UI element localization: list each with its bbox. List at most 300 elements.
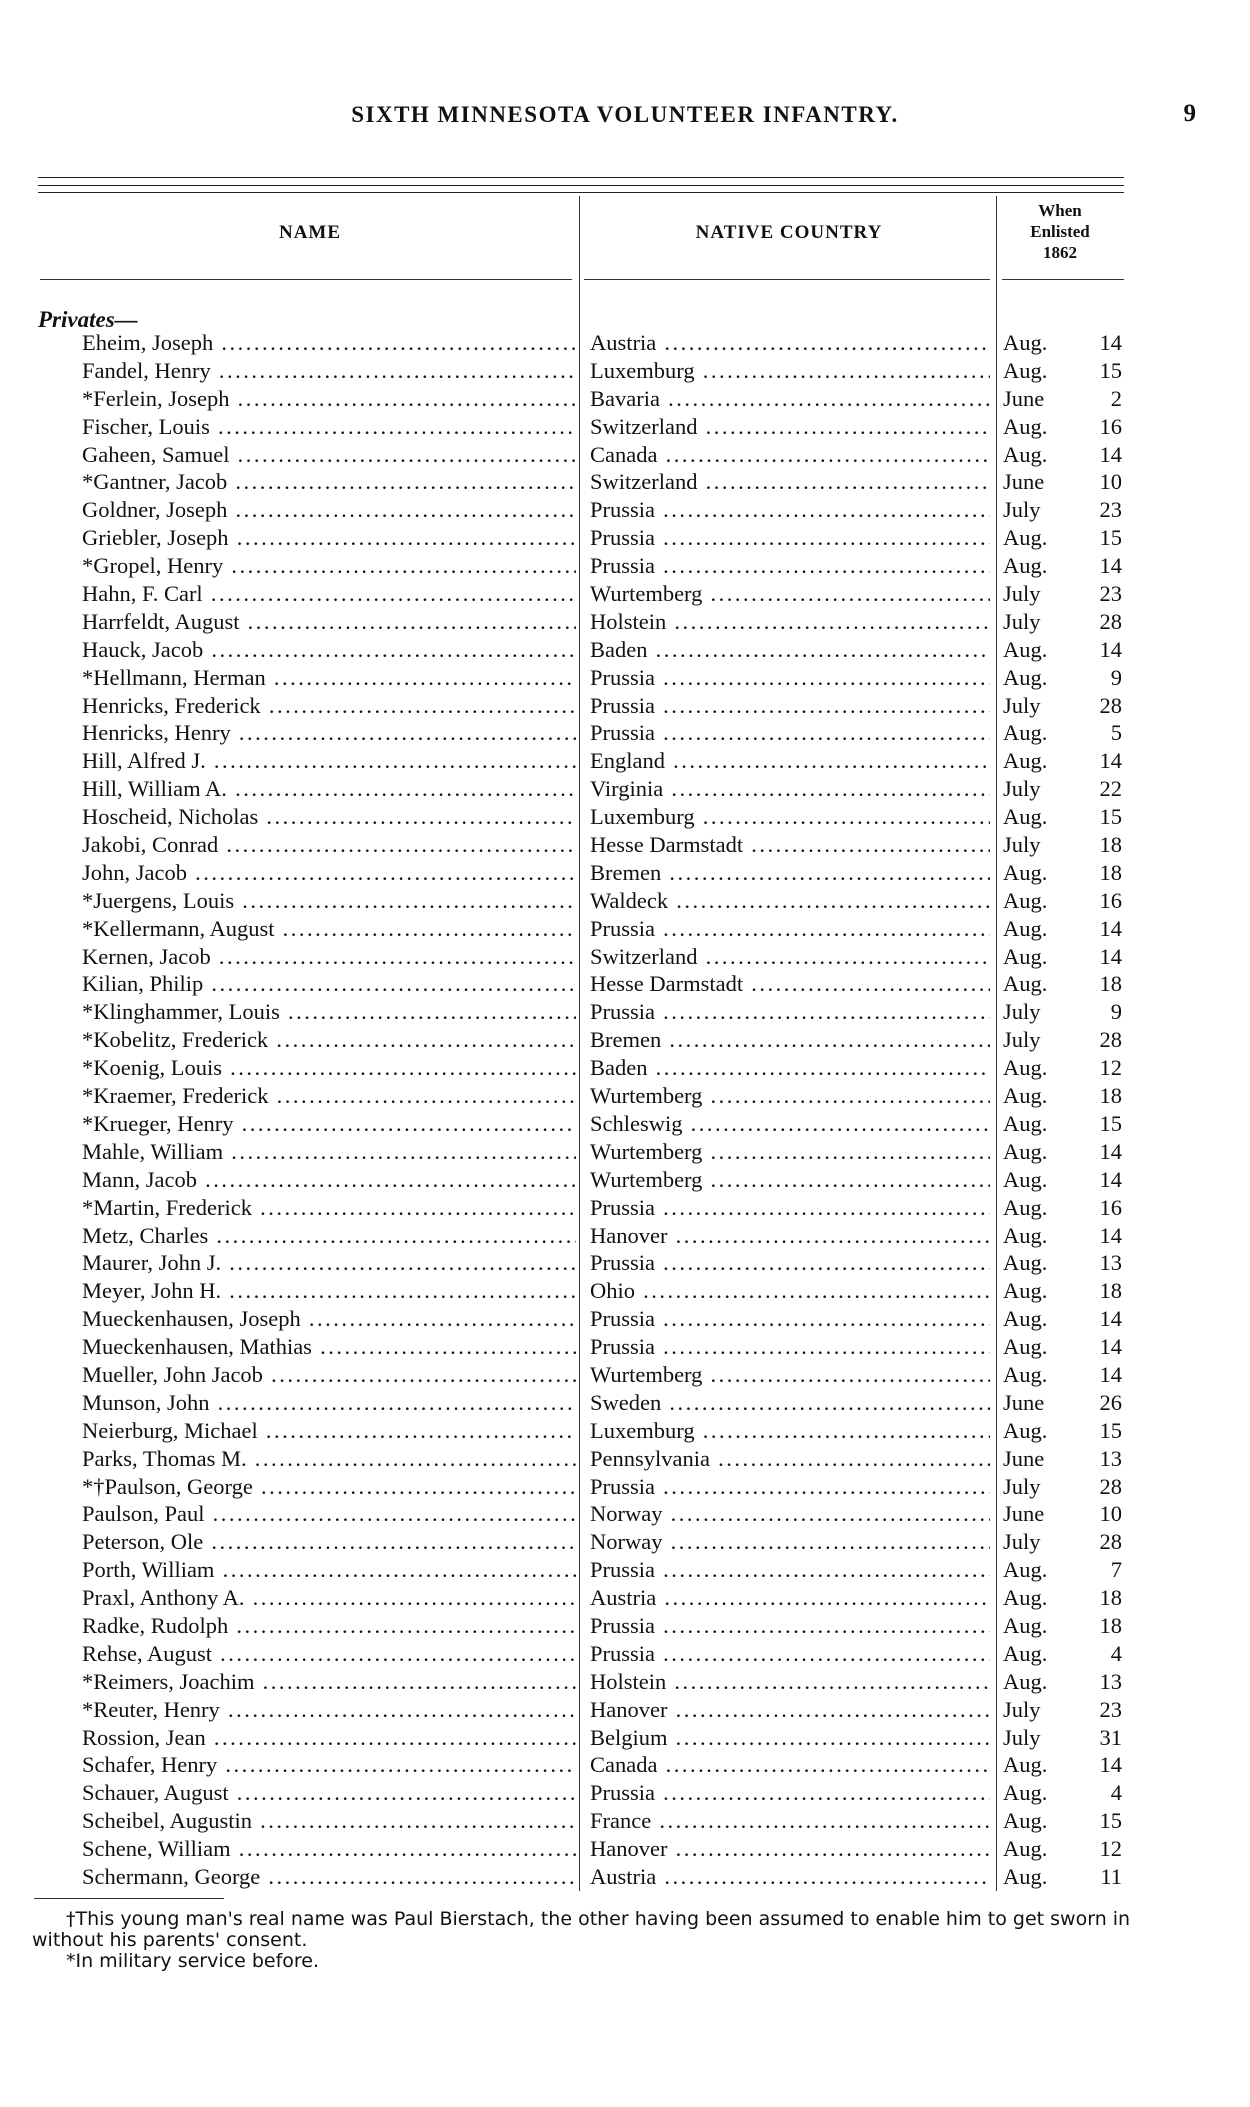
table-row [0, 1138, 1250, 1166]
country-cell: France ..... [590, 1807, 990, 1835]
day-cell: 28 [1099, 1529, 1122, 1555]
month-cell: Aug. [1003, 413, 1048, 439]
header-underline-when [1002, 279, 1124, 280]
day-cell: 14 [1099, 1222, 1122, 1248]
country-cell: Wurtemberg ..... [590, 1082, 990, 1110]
day-cell: 16 [1099, 413, 1122, 439]
country-cell: Prussia ..... [590, 1473, 990, 1501]
table-row [0, 468, 1250, 496]
table-row [0, 1500, 1250, 1528]
day-cell: 15 [1099, 1417, 1122, 1443]
country-cell: Norway ..... [590, 1528, 990, 1556]
table-row [0, 775, 1250, 803]
country-cell: Prussia ..... [590, 692, 990, 720]
month-cell: July [1003, 1473, 1041, 1499]
running-head [40, 102, 1210, 136]
day-cell: 18 [1099, 859, 1122, 885]
table-row [0, 1724, 1250, 1752]
header-when-enlisted [996, 200, 1124, 263]
table-row [0, 441, 1250, 469]
name-cell: Scheibel, Augustin ..... [82, 1807, 576, 1835]
table-row [0, 1333, 1250, 1361]
name-cell: Hoscheid, Nicholas ..... [82, 803, 576, 831]
month-cell: Aug. [1003, 1222, 1048, 1248]
name-cell: Porth, William ..... [82, 1556, 576, 1584]
country-cell: England ..... [590, 747, 990, 775]
country-cell: Austria ..... [590, 1863, 990, 1891]
month-cell: July [1003, 608, 1041, 634]
month-cell: July [1003, 1724, 1041, 1750]
country-cell: Prussia ..... [590, 496, 990, 524]
table-row [0, 1473, 1250, 1501]
table-row [0, 552, 1250, 580]
day-cell: 18 [1099, 1083, 1122, 1109]
month-cell: Aug. [1003, 720, 1048, 746]
country-cell: Prussia ..... [590, 1779, 990, 1807]
country-cell: Ohio ..... [590, 1277, 990, 1305]
day-cell: 14 [1099, 1138, 1122, 1164]
month-cell: Aug. [1003, 1808, 1048, 1834]
day-cell: 14 [1099, 1361, 1122, 1387]
country-cell: Prussia ..... [590, 719, 990, 747]
table-row [0, 1779, 1250, 1807]
month-cell: Aug. [1003, 1752, 1048, 1778]
country-cell: Canada ..... [590, 441, 990, 469]
country-cell: Baden ..... [590, 1054, 990, 1082]
month-cell: Aug. [1003, 1250, 1048, 1276]
day-cell: 9 [1110, 664, 1122, 690]
day-cell: 2 [1110, 385, 1122, 411]
country-cell: Pennsylvania ..... [590, 1445, 990, 1473]
day-cell: 15 [1099, 357, 1122, 383]
table-row [0, 636, 1250, 664]
name-cell: Mueller, John Jacob ..... [82, 1361, 576, 1389]
month-cell: June [1003, 1389, 1045, 1415]
header-native-country: NATIVE COUNTRY [695, 222, 883, 243]
day-cell: 10 [1099, 469, 1122, 495]
day-cell: 28 [1099, 608, 1122, 634]
day-cell: 14 [1099, 636, 1122, 662]
day-cell: 11 [1100, 1863, 1122, 1889]
table-row [0, 747, 1250, 775]
month-cell: Aug. [1003, 1055, 1048, 1081]
country-cell: Prussia ..... [590, 1333, 990, 1361]
name-cell: *Krueger, Henry ..... [82, 1110, 576, 1138]
table-row [0, 608, 1250, 636]
table-row [0, 803, 1250, 831]
country-cell: Virginia ..... [590, 775, 990, 803]
name-cell: *Ferlein, Joseph ..... [82, 385, 576, 413]
day-cell: 23 [1099, 497, 1122, 523]
day-cell: 18 [1099, 1278, 1122, 1304]
table-row [0, 1389, 1250, 1417]
name-cell: Rossion, Jean ..... [82, 1724, 576, 1752]
name-cell: Gaheen, Samuel ..... [82, 441, 576, 469]
name-cell: Schafer, Henry ..... [82, 1751, 576, 1779]
name-cell: Griebler, Joseph ..... [82, 524, 576, 552]
day-cell: 22 [1099, 776, 1122, 802]
table-row [0, 1194, 1250, 1222]
name-cell: Mann, Jacob ..... [82, 1166, 576, 1194]
month-cell: July [1003, 692, 1041, 718]
table-row [0, 385, 1250, 413]
day-cell: 13 [1099, 1250, 1122, 1276]
month-cell: July [1003, 999, 1041, 1025]
name-cell: Meyer, John H. ..... [82, 1277, 576, 1305]
table-row [0, 1361, 1250, 1389]
month-cell: Aug. [1003, 1166, 1048, 1192]
header-underline-country [584, 279, 990, 280]
table-row [0, 1445, 1250, 1473]
day-cell: 15 [1099, 804, 1122, 830]
name-cell: Maurer, John J. ..... [82, 1249, 576, 1277]
country-cell: Prussia ..... [590, 524, 990, 552]
table-row [0, 970, 1250, 998]
table-row [0, 329, 1250, 357]
month-cell: Aug. [1003, 1557, 1048, 1583]
day-cell: 18 [1099, 1585, 1122, 1611]
month-cell: July [1003, 581, 1041, 607]
table-row [0, 1612, 1250, 1640]
name-cell: *Klinghammer, Louis ..... [82, 998, 576, 1026]
month-cell: Aug. [1003, 664, 1048, 690]
country-cell: Hesse Darmstadt ..... [590, 970, 990, 998]
month-cell: Aug. [1003, 915, 1048, 941]
month-cell: Aug. [1003, 1863, 1048, 1889]
day-cell: 12 [1099, 1055, 1122, 1081]
country-cell: Switzerland ..... [590, 943, 990, 971]
country-cell: Prussia ..... [590, 1612, 990, 1640]
day-cell: 14 [1099, 1306, 1122, 1332]
day-cell: 18 [1099, 832, 1122, 858]
header-when-line1: When [1038, 201, 1082, 220]
day-cell: 14 [1099, 1334, 1122, 1360]
table-row [0, 1751, 1250, 1779]
country-cell: Prussia ..... [590, 1640, 990, 1668]
name-cell: Harrfeldt, August ..... [82, 608, 576, 636]
country-cell: Belgium ..... [590, 1724, 990, 1752]
day-cell: 13 [1099, 1668, 1122, 1694]
name-cell: Neierburg, Michael ..... [82, 1417, 576, 1445]
name-cell: *Gropel, Henry ..... [82, 552, 576, 580]
name-cell: Goldner, Joseph ..... [82, 496, 576, 524]
day-cell: 15 [1099, 1110, 1122, 1136]
roster-table [0, 329, 1250, 1891]
name-cell: *Juergens, Louis ..... [82, 887, 576, 915]
month-cell: Aug. [1003, 1306, 1048, 1332]
table-row [0, 1110, 1250, 1138]
country-cell: Holstein ..... [590, 1668, 990, 1696]
table-row [0, 859, 1250, 887]
country-cell: Luxemburg ..... [590, 803, 990, 831]
name-cell: *Martin, Frederick ..... [82, 1194, 576, 1222]
table-row [0, 1807, 1250, 1835]
month-cell: Aug. [1003, 525, 1048, 551]
name-cell: Kernen, Jacob ..... [82, 943, 576, 971]
name-cell: Henricks, Frederick ..... [82, 692, 576, 720]
month-cell: June [1003, 385, 1045, 411]
day-cell: 4 [1110, 1780, 1122, 1806]
table-row [0, 1835, 1250, 1863]
table-row [0, 1082, 1250, 1110]
day-cell: 28 [1099, 692, 1122, 718]
footnotes [32, 1909, 1132, 1972]
month-cell: Aug. [1003, 357, 1048, 383]
month-cell: Aug. [1003, 330, 1048, 355]
name-cell: *Koenig, Louis ..... [82, 1054, 576, 1082]
day-cell: 12 [1099, 1836, 1122, 1862]
country-cell: Bremen ..... [590, 859, 990, 887]
country-cell: Prussia ..... [590, 915, 990, 943]
country-cell: Prussia ..... [590, 1556, 990, 1584]
table-row [0, 413, 1250, 441]
country-cell: Bavaria ..... [590, 385, 990, 413]
name-cell: Schene, William ..... [82, 1835, 576, 1863]
country-cell: Wurtemberg ..... [590, 1361, 990, 1389]
table-row [0, 1696, 1250, 1724]
name-cell: *Reuter, Henry ..... [82, 1696, 576, 1724]
day-cell: 5 [1110, 720, 1122, 746]
table-row [0, 1863, 1250, 1891]
table-row [0, 1026, 1250, 1054]
month-cell: Aug. [1003, 1668, 1048, 1694]
table-row [0, 580, 1250, 608]
top-rule [38, 177, 1124, 178]
table-row [0, 831, 1250, 859]
month-cell: Aug. [1003, 1083, 1048, 1109]
month-cell: Aug. [1003, 1585, 1048, 1611]
name-cell: *Kobelitz, Frederick ..... [82, 1026, 576, 1054]
country-cell: Hanover ..... [590, 1222, 990, 1250]
name-cell: *Reimers, Joachim ..... [82, 1668, 576, 1696]
month-cell: July [1003, 832, 1041, 858]
month-cell: June [1003, 1501, 1045, 1527]
table-row [0, 915, 1250, 943]
month-cell: July [1003, 1027, 1041, 1053]
header-name: NAME [278, 222, 342, 243]
day-cell: 10 [1099, 1501, 1122, 1527]
name-cell: Praxl, Anthony A. ..... [82, 1584, 576, 1612]
name-cell: Fischer, Louis ..... [82, 413, 576, 441]
table-row [0, 887, 1250, 915]
day-cell: 26 [1099, 1389, 1122, 1415]
name-cell: Radke, Rudolph ..... [82, 1612, 576, 1640]
name-cell: *Kellermann, August ..... [82, 915, 576, 943]
day-cell: 14 [1099, 748, 1122, 774]
month-cell: Aug. [1003, 748, 1048, 774]
month-cell: Aug. [1003, 1417, 1048, 1443]
country-cell: Hanover ..... [590, 1835, 990, 1863]
day-cell: 23 [1099, 1696, 1122, 1722]
table-row [0, 998, 1250, 1026]
day-cell: 28 [1099, 1027, 1122, 1053]
day-cell: 4 [1110, 1640, 1122, 1666]
table-row [0, 524, 1250, 552]
table-row [0, 1222, 1250, 1250]
name-cell: *Kraemer, Frederick ..... [82, 1082, 576, 1110]
header-underline-name [40, 279, 572, 280]
table-row [0, 1556, 1250, 1584]
month-cell: Aug. [1003, 1361, 1048, 1387]
table-row [0, 1417, 1250, 1445]
name-cell: Parks, Thomas M. ..... [82, 1445, 576, 1473]
month-cell: Aug. [1003, 887, 1048, 913]
table-row [0, 1166, 1250, 1194]
country-cell: Hanover ..... [590, 1696, 990, 1724]
month-cell: Aug. [1003, 1194, 1048, 1220]
name-cell: John, Jacob ..... [82, 859, 576, 887]
country-cell: Luxemburg ..... [590, 1417, 990, 1445]
table-row [0, 1668, 1250, 1696]
name-cell: Paulson, Paul ..... [82, 1500, 576, 1528]
table-row [0, 1249, 1250, 1277]
country-cell: Austria ..... [590, 329, 990, 357]
day-cell: 14 [1099, 915, 1122, 941]
table-row [0, 1584, 1250, 1612]
table-row [0, 1640, 1250, 1668]
month-cell: July [1003, 776, 1041, 802]
name-cell: Munson, John ..... [82, 1389, 576, 1417]
month-cell: June [1003, 469, 1045, 495]
country-cell: Prussia ..... [590, 664, 990, 692]
country-cell: Prussia ..... [590, 1305, 990, 1333]
country-cell: Hesse Darmstadt ..... [590, 831, 990, 859]
footnote-rule [34, 1898, 224, 1899]
day-cell: 14 [1099, 441, 1122, 467]
day-cell: 18 [1099, 971, 1122, 997]
day-cell: 15 [1099, 525, 1122, 551]
day-cell: 23 [1099, 581, 1122, 607]
day-cell: 18 [1099, 1612, 1122, 1638]
name-cell: Hauck, Jacob ..... [82, 636, 576, 664]
header-when-line2: Enlisted [1030, 222, 1090, 241]
table-row [0, 1277, 1250, 1305]
month-cell: Aug. [1003, 943, 1048, 969]
page-number: 9 [1183, 100, 1196, 127]
month-cell: Aug. [1003, 804, 1048, 830]
country-cell: Canada ..... [590, 1751, 990, 1779]
country-cell: Waldeck ..... [590, 887, 990, 915]
month-cell: Aug. [1003, 553, 1048, 579]
name-cell: Mueckenhausen, Mathias ..... [82, 1333, 576, 1361]
month-cell: July [1003, 497, 1041, 523]
month-cell: July [1003, 1529, 1041, 1555]
day-cell: 14 [1099, 1166, 1122, 1192]
month-cell: Aug. [1003, 1836, 1048, 1862]
name-cell: Hill, William A. ..... [82, 775, 576, 803]
country-cell: Prussia ..... [590, 1194, 990, 1222]
month-cell: July [1003, 1696, 1041, 1722]
name-cell: Kilian, Philip ..... [82, 970, 576, 998]
month-cell: Aug. [1003, 1640, 1048, 1666]
day-cell: 9 [1110, 999, 1122, 1025]
table-row [0, 1528, 1250, 1556]
country-cell: Switzerland ..... [590, 468, 990, 496]
day-cell: 7 [1110, 1557, 1122, 1583]
day-cell: 14 [1099, 553, 1122, 579]
country-cell: Sweden ..... [590, 1389, 990, 1417]
footnote-star: *In military service before. [66, 1950, 320, 1972]
name-cell: Mueckenhausen, Joseph ..... [82, 1305, 576, 1333]
country-cell: Holstein ..... [590, 608, 990, 636]
day-cell: 15 [1099, 1808, 1122, 1834]
name-cell: Rehse, August ..... [82, 1640, 576, 1668]
country-cell: Switzerland ..... [590, 413, 990, 441]
country-cell: Wurtemberg ..... [590, 1138, 990, 1166]
name-cell: Mahle, William ..... [82, 1138, 576, 1166]
country-cell: Wurtemberg ..... [590, 1166, 990, 1194]
country-cell: Prussia ..... [590, 552, 990, 580]
month-cell: Aug. [1003, 1334, 1048, 1360]
day-cell: 16 [1099, 887, 1122, 913]
month-cell: Aug. [1003, 971, 1048, 997]
day-cell: 28 [1099, 1473, 1122, 1499]
name-cell: Henricks, Henry ..... [82, 719, 576, 747]
day-cell: 14 [1099, 330, 1122, 355]
country-cell: Austria ..... [590, 1584, 990, 1612]
name-cell: *Hellmann, Herman ..... [82, 664, 576, 692]
name-cell: *†Paulson, George ..... [82, 1473, 576, 1501]
name-cell: Jakobi, Conrad ..... [82, 831, 576, 859]
month-cell: Aug. [1003, 1110, 1048, 1136]
table-row [0, 1305, 1250, 1333]
country-cell: Luxemburg ..... [590, 357, 990, 385]
table-row [0, 664, 1250, 692]
day-cell: 14 [1099, 1752, 1122, 1778]
month-cell: Aug. [1003, 441, 1048, 467]
running-title: SIXTH MINNESOTA VOLUNTEER INFANTRY. [351, 102, 899, 127]
country-cell: Schleswig ..... [590, 1110, 990, 1138]
month-cell: Aug. [1003, 859, 1048, 885]
table-row [0, 496, 1250, 524]
country-cell: Prussia ..... [590, 998, 990, 1026]
day-cell: 16 [1099, 1194, 1122, 1220]
day-cell: 13 [1099, 1445, 1122, 1471]
table-row [0, 943, 1250, 971]
table-row [0, 692, 1250, 720]
name-cell: Metz, Charles ..... [82, 1222, 576, 1250]
country-cell: Wurtemberg ..... [590, 580, 990, 608]
table-row [0, 719, 1250, 747]
month-cell: Aug. [1003, 1278, 1048, 1304]
country-cell: Bremen ..... [590, 1026, 990, 1054]
name-cell: *Gantner, Jacob ..... [82, 468, 576, 496]
month-cell: Aug. [1003, 1612, 1048, 1638]
month-cell: Aug. [1003, 1138, 1048, 1164]
table-row [0, 1054, 1250, 1082]
section-label-privates: Privates— [38, 307, 138, 332]
country-cell: Prussia ..... [590, 1249, 990, 1277]
day-cell: 14 [1099, 943, 1122, 969]
name-cell: Peterson, Ole ..... [82, 1528, 576, 1556]
country-cell: Baden ..... [590, 636, 990, 664]
name-cell: Hahn, F. Carl ..... [82, 580, 576, 608]
month-cell: Aug. [1003, 636, 1048, 662]
name-cell: Schauer, August ..... [82, 1779, 576, 1807]
month-cell: June [1003, 1445, 1045, 1471]
top-rule-third [38, 192, 1124, 193]
name-cell: Fandel, Henry ..... [82, 357, 576, 385]
name-cell: Eheim, Joseph ..... [82, 329, 576, 357]
name-cell: Schermann, George ..... [82, 1863, 576, 1891]
footnote-dagger: †This young man's real name was Paul Bierstach, the other having been assumed to enable him to get sworn in without his parents' consent. [32, 1908, 1131, 1951]
header-when-line3: 1862 [1043, 243, 1077, 262]
top-rule-second [38, 185, 1124, 186]
country-cell: Norway ..... [590, 1500, 990, 1528]
day-cell: 31 [1099, 1724, 1122, 1750]
table-row [0, 357, 1250, 385]
name-cell: Hill, Alfred J. ..... [82, 747, 576, 775]
